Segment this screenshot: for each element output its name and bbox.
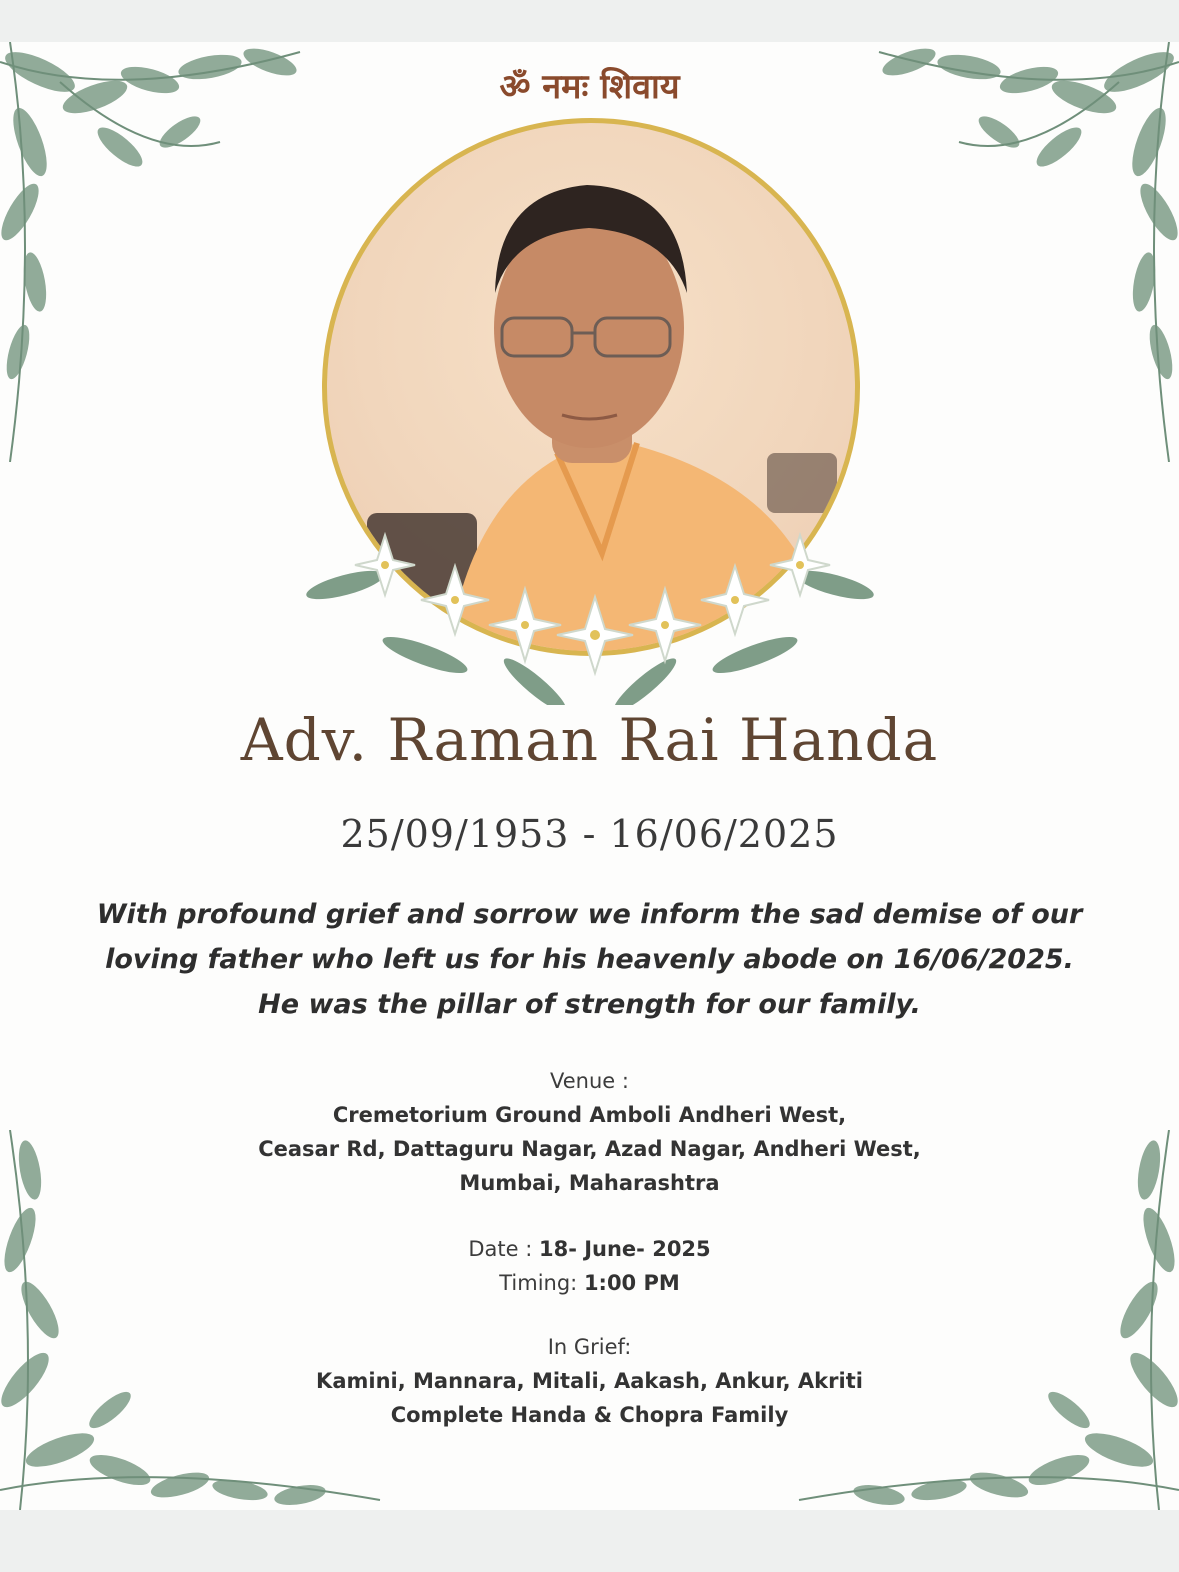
venue-block bbox=[0, 1064, 1179, 1200]
memorial-card bbox=[0, 42, 1179, 1510]
mantra-heading: ॐ नमः शिवाय bbox=[499, 67, 680, 107]
message-line-3: He was the pillar of strength for our family. bbox=[258, 989, 921, 1020]
message-line-2: loving father who left us for his heavenly abode on 16/06/2025. bbox=[105, 944, 1074, 975]
time-row bbox=[0, 1266, 1179, 1300]
life-dates: 25/09/1953 - 16/06/2025 bbox=[340, 812, 839, 856]
venue-line-2: Ceasar Rd, Dattaguru Nagar, Azad Nagar, Andheri West, bbox=[258, 1137, 921, 1161]
grief-block bbox=[0, 1330, 1179, 1432]
grief-line-2: Complete Handa & Chopra Family bbox=[390, 1403, 789, 1427]
date-label: Date : bbox=[468, 1237, 533, 1261]
date-value: 18- June- 2025 bbox=[538, 1237, 711, 1261]
lily-wreath-icon bbox=[305, 505, 875, 709]
deceased-name: Adv. Raman Rai Handa bbox=[240, 706, 939, 774]
condolence-message bbox=[40, 892, 1139, 1027]
message-line-1: With profound grief and sorrow we inform the sad demise of our bbox=[96, 899, 1083, 930]
date-row bbox=[0, 1232, 1179, 1266]
grief-label: In Grief: bbox=[547, 1335, 632, 1359]
time-label: Timing: bbox=[499, 1271, 578, 1295]
venue-line-3: Mumbai, Maharashtra bbox=[459, 1171, 720, 1195]
schedule-block bbox=[0, 1232, 1179, 1300]
venue-line-1: Cremetorium Ground Amboli Andheri West, bbox=[332, 1103, 847, 1127]
venue-label: Venue : bbox=[550, 1069, 629, 1093]
time-value: 1:00 PM bbox=[583, 1271, 680, 1295]
grief-line-1: Kamini, Mannara, Mitali, Aakash, Ankur, Akriti bbox=[316, 1369, 863, 1393]
